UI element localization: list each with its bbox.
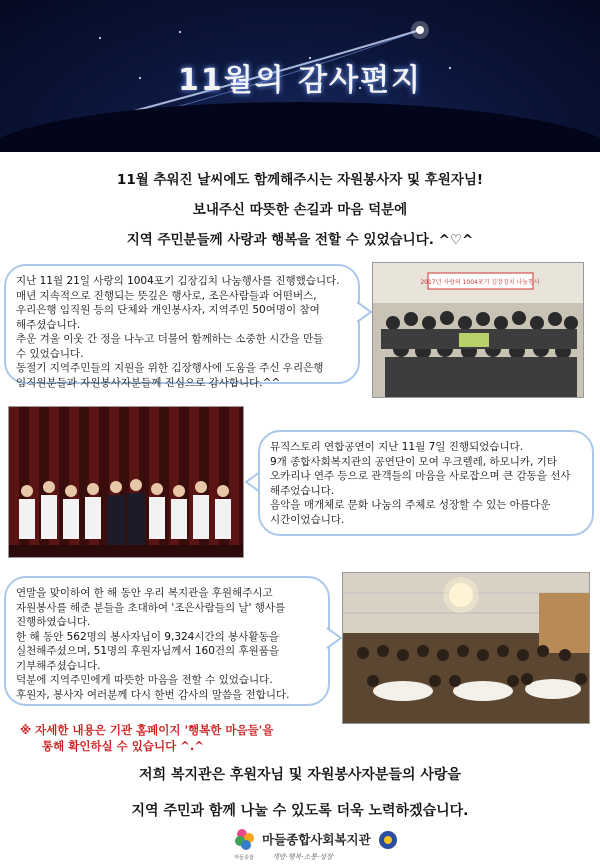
- homepage-note: [20, 722, 273, 754]
- story-line: 오카리나 연주 등으로 관객들의 마음을 사로잡으며 큰 감동을 선사: [270, 470, 571, 482]
- story-line: 해주었습니다.: [270, 484, 335, 497]
- story-line: 해주셨습니다.: [16, 318, 81, 331]
- story-line: 덕분에 지역주민에게 따뜻한 마음을 전할 수 있었습니다.: [16, 674, 273, 686]
- bubble-tail: [326, 626, 342, 650]
- closing-line: 지역 주민과 함께 나눌 수 있도록 더욱 노력하겠습니다.: [131, 803, 469, 819]
- note-line: ※ 자세한 내용은 기관 홈페이지 '행복한 마음들'을: [20, 723, 274, 737]
- story-line: 연말을 맞이하여 한 해 동안 우리 복지관을 후원해주시고: [16, 587, 273, 599]
- note-line: 통해 확인하실 수 있습니다 ^.^: [42, 739, 204, 753]
- org-emblem-icon: [235, 829, 254, 850]
- photo-banner-text: 2017년 사랑의 1004포기 김장김치 나눔행사: [420, 279, 540, 286]
- story-bubble-concert: [258, 430, 594, 536]
- story-line: 매년 지속적으로 진행되는 뜻깊은 행사로, 조은사람들과 어떤버스,: [16, 289, 317, 302]
- chandelier-icon: [443, 577, 479, 613]
- story-bubble-kimchi: [4, 264, 360, 389]
- logo-slogan: 개방·행복·소통·성장: [272, 853, 333, 861]
- page-title: 11월의 감사편지: [177, 63, 423, 98]
- story-bubble-volunteer-day: [4, 576, 330, 706]
- story-line: 자원봉사를 해준 분들을 초대하여 '조은사람들의 날' 행사를: [16, 601, 286, 614]
- story-line: 한 해 동안 562명의 봉사자님이 9,324시간의 봉사활동을: [16, 630, 279, 643]
- story-line: 추운 겨울 이웃 간 정을 나누고 더불어 함께하는 소중한 시간을 만들: [16, 333, 324, 345]
- story-line: 수 있었습니다.: [16, 347, 84, 360]
- story-line: 후원자, 봉사자 여러분께 다시 한번 감사의 말씀을 전합니다.: [16, 688, 290, 701]
- story-line: 지난 11월 21일 사랑의 1004포기 김장김치 나눔행사를 진행했습니다.: [16, 275, 340, 287]
- story-line: 뮤직스토리 연합공연이 지난 11월 7일 진행되었습니다.: [270, 441, 524, 453]
- intro-line: 지역 주민분들께 사랑과 행복을 전할 수 있었습니다. ^♡^: [126, 232, 474, 248]
- header-banner: [0, 0, 600, 152]
- story-line: 임직원분들과 자원봉사자분들께 진심으로 감사합니다.^^: [16, 376, 281, 389]
- thanks-day-hall-photo: [342, 572, 590, 724]
- badge-icon: [379, 831, 397, 849]
- story-line: 동절기 지역주민들의 지원을 위한 김장행사에 도움을 주신 우리은행: [16, 362, 324, 374]
- intro-line: 11월 추워진 날씨에도 함께해주시는 자원봉사자 및 후원자님!: [116, 172, 484, 188]
- logo-emblem-text: 마들종합: [234, 855, 254, 861]
- intro-line: 보내주신 따뜻한 손길과 마음 덕분에: [192, 202, 408, 218]
- bubble-tail: [356, 300, 372, 324]
- story-line: 음악을 매개체로 문화 나눔의 주체로 성장할 수 있는 아름다운: [270, 499, 551, 511]
- kimchi-event-photo: [372, 262, 584, 398]
- intro-message: [0, 165, 600, 255]
- story-line: 9개 종합사회복지관의 공연단이 모여 우크렐레, 하모니카, 기타: [270, 455, 557, 468]
- logo-name: 마들종합사회복지관: [262, 832, 371, 847]
- closing-line: 저희 복지관은 후원자님 및 자원봉사자분들의 사랑을: [139, 767, 461, 783]
- story-line: 기부해주셨습니다.: [16, 659, 101, 672]
- music-concert-photo: [8, 406, 244, 558]
- story-line: 우리은행 임직원 등의 단체와 개인봉사자, 지역주민 50여명이 참여: [16, 304, 320, 316]
- org-logo: [232, 826, 402, 864]
- story-line: 진행하였습니다.: [16, 616, 91, 628]
- story-line: 실천해주셨으며, 51명의 후원자님께서 160건의 후원품을: [16, 645, 280, 657]
- story-line: 시간이었습니다.: [270, 513, 345, 526]
